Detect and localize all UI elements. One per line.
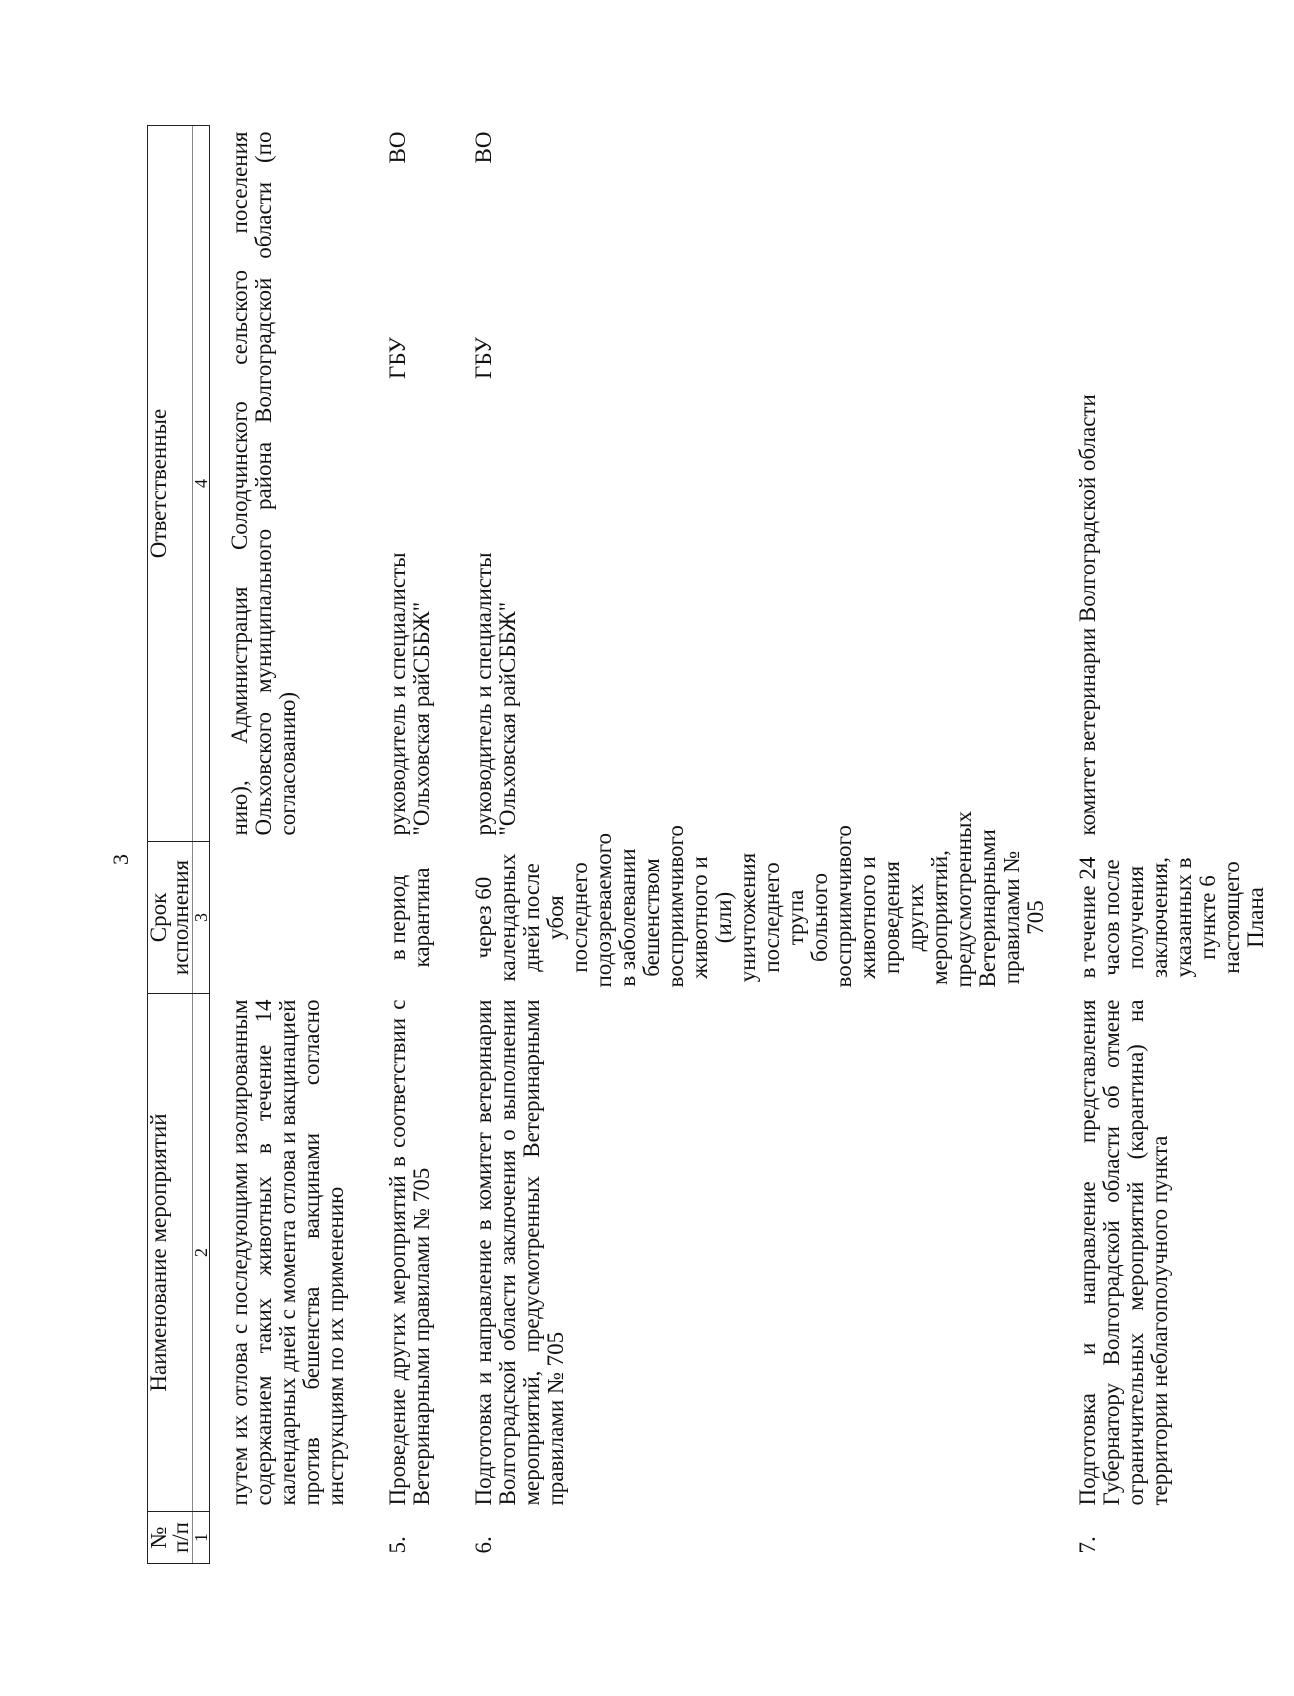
responsible-part: ГБУ [385,336,410,379]
measures-table [147,125,1294,1564]
header-number: № п/п [148,1512,193,1564]
responsible-part: руководитель и специалисты [471,552,496,836]
row-term [210,842,375,994]
column-number-row [193,126,210,1564]
responsible-part: ГБУ [471,336,496,379]
row-measure: Подготовка и направление представления Губернатору Волгоградской области об отмене ограничительных мероприятий (карантина) на территории неблагополучного пункта [1075,999,1172,1506]
table-row [1074,126,1294,1564]
row-measure: путем их отлова с последующими изолированным содержанием таких животных в течение 14 календарных дней с момента отлова и вакцинацией против бешенства вакцинами согласно инструкциям по их применению [227,999,348,1506]
header-responsible: Ответственные [148,126,193,842]
responsible-part: ВО [471,131,496,164]
table-header-row [148,126,193,1564]
row-responsible [460,126,1074,842]
responsible-part: руководитель и специалисты [385,552,410,836]
column-number-1: 1 [193,1512,210,1564]
header-name: Наименование мероприятий [148,994,193,1512]
row-term: через 60 календарных дней после убоя последнего подозреваемого в заболевании бешенством восприимчивого животного и (или) уничтожения последнего трупа больного восприимчивого животного и проведения других мероприятий, предусмотренных Ветеринарными правилами № 705 [471,811,1048,988]
table-row [210,126,375,1564]
column-number-4: 4 [193,126,210,842]
header-term: Срок исполнения [148,842,193,994]
row-number: 7. [1075,1536,1100,1554]
table-row [374,126,460,1564]
row-number [210,1512,375,1564]
row-number: 5. [385,1536,410,1554]
responsible-part: ВО [385,131,410,164]
row-responsible: комитет ветеринарии Волгоградской области [1075,394,1100,836]
row-responsible: нию), Администрация Солодчинского сельского поселения Ольховского муниципального района Волгоградской области (по согласованию) [227,131,300,836]
responsible-part: "Ольховская райСББЖ" [495,601,520,836]
column-number-2: 2 [193,994,210,1512]
table-row [460,126,1074,1564]
page-number: 3 [108,854,133,865]
column-number-3: 3 [193,842,210,994]
row-term: в период карантина [385,867,434,968]
row-measure: Проведение других мероприятий в соответствии с Ветеринарными правилами № 705 [385,999,434,1506]
responsible-part: "Ольховская райСББЖ" [409,601,434,836]
row-responsible [374,126,460,842]
row-term: в течение 24 часов после получения заключения, указанных в пункте 6 настоящего Плана [1075,856,1268,979]
row-number: 6. [471,1536,496,1554]
row-measure: Подготовка и направление в комитет ветеринарии Волгоградской области заключения о выполнении мероприятий, предусмотренных Ветеринарными правилами № 705 [471,999,568,1506]
